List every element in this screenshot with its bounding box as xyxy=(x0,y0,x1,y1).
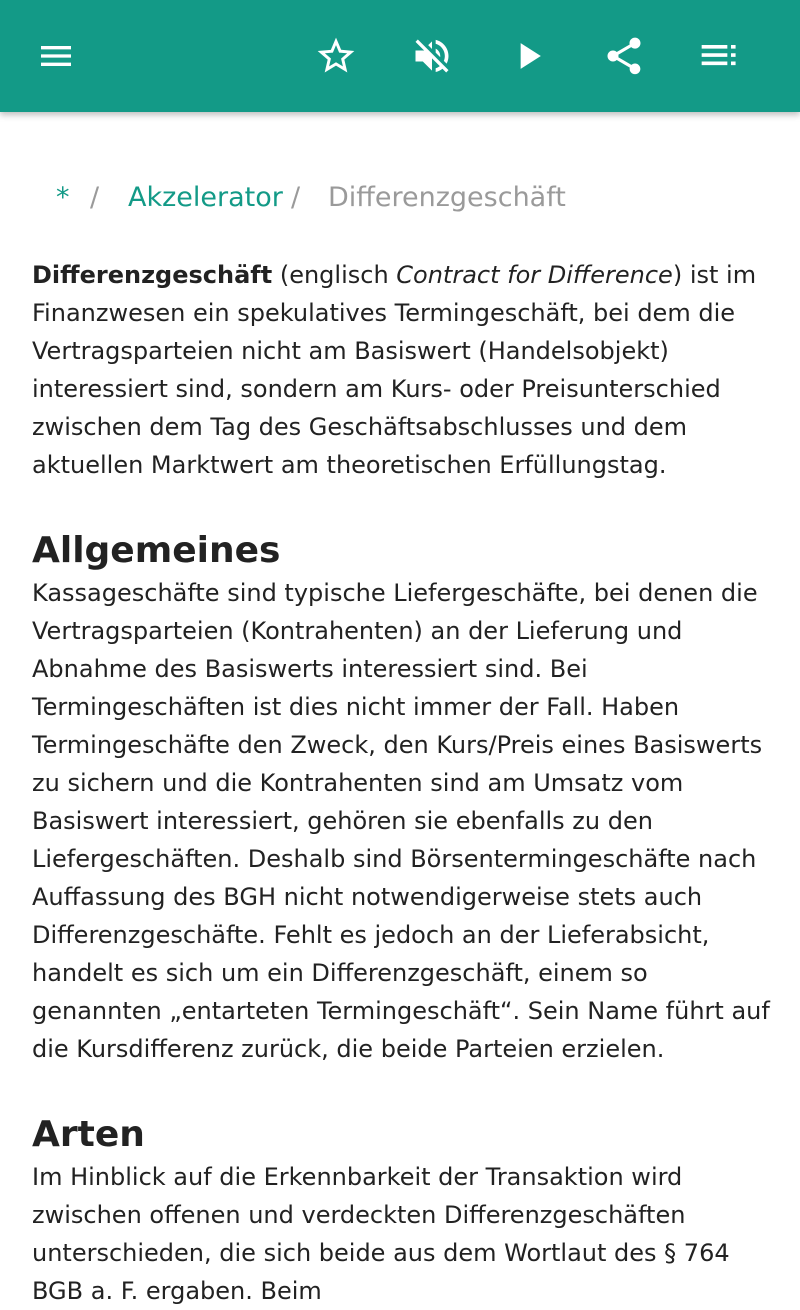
volume-off-icon xyxy=(410,34,454,78)
menu-icon xyxy=(36,36,76,76)
english-term: Contract for Difference xyxy=(396,261,673,289)
breadcrumb-current: Differenzgeschäft xyxy=(328,182,566,213)
breadcrumb-root-link[interactable]: * xyxy=(56,182,70,213)
section-heading-allgemeines: Allgemeines xyxy=(32,530,281,571)
mute-button[interactable] xyxy=(400,24,464,88)
share-button[interactable] xyxy=(592,24,656,88)
breadcrumb-separator: / xyxy=(90,182,100,213)
app-toolbar xyxy=(0,0,800,112)
play-icon xyxy=(506,34,550,78)
playlist-icon xyxy=(698,34,742,78)
lead-text: ) ist im Finanzwesen ein spekulatives Termingeschäft, bei dem die Vertragsparteien nicht am Basiswert (Handelsobjekt) interessiert sind, sondern am Kurs- oder Preisunterschied zwischen dem Tag des Geschäftsabschlusses und dem aktuellen Marktwert am theoretischen Erfüllungstag. xyxy=(32,261,757,479)
bookmark-button[interactable] xyxy=(304,24,368,88)
section-heading-arten: Arten xyxy=(32,1114,145,1155)
breadcrumb-separator: / xyxy=(291,182,301,213)
article-term: Differenzgeschäft xyxy=(32,261,273,289)
contents-button[interactable] xyxy=(688,24,752,88)
section-paragraph: Kassageschäfte sind typische Liefergeschäfte, bei denen die Vertragsparteien (Kontrahenten) an der Lieferung und Abnahme des Basiswerts interessiert sind. Bei Termingeschäften ist dies nicht immer der Fall. Haben Termingeschäfte den Zweck, den Kurs/Preis eines Basiswerts zu sichern und die Kontrahenten sind am Umsatz vom Basiswert interessiert, gehören sie ebenfalls zu den Liefergeschäften. Deshalb sind Börsentermingeschäfte nach Auffassung des BGH nicht notwendigerweise stets auch Differenzgeschäfte. Fehlt es jedoch an der Lieferabsicht, handelt es sich um ein Differenzgeschäft, einem so genannten „entarteten Termingeschäft“. Sein Name führt auf die Kursdifferenz zurück, die beide Parteien erzielen. xyxy=(32,579,770,1063)
lead-text: (englisch xyxy=(272,261,397,289)
share-icon xyxy=(602,34,646,78)
play-button[interactable] xyxy=(496,24,560,88)
star-outline-icon xyxy=(314,34,358,78)
breadcrumb-parent-link[interactable]: Akzelerator xyxy=(128,182,283,213)
article-body xyxy=(32,256,772,1310)
section-paragraph: Im Hinblick auf die Erkennbarkeit der Transaktion wird zwischen offenen und verdeckten Differenzgeschäften unterschieden, die sich beide aus dem Wortlaut des § 764 BGB a. F. ergaben. Beim xyxy=(32,1163,730,1305)
article-lead-paragraph xyxy=(32,256,772,484)
menu-button[interactable] xyxy=(24,24,88,88)
